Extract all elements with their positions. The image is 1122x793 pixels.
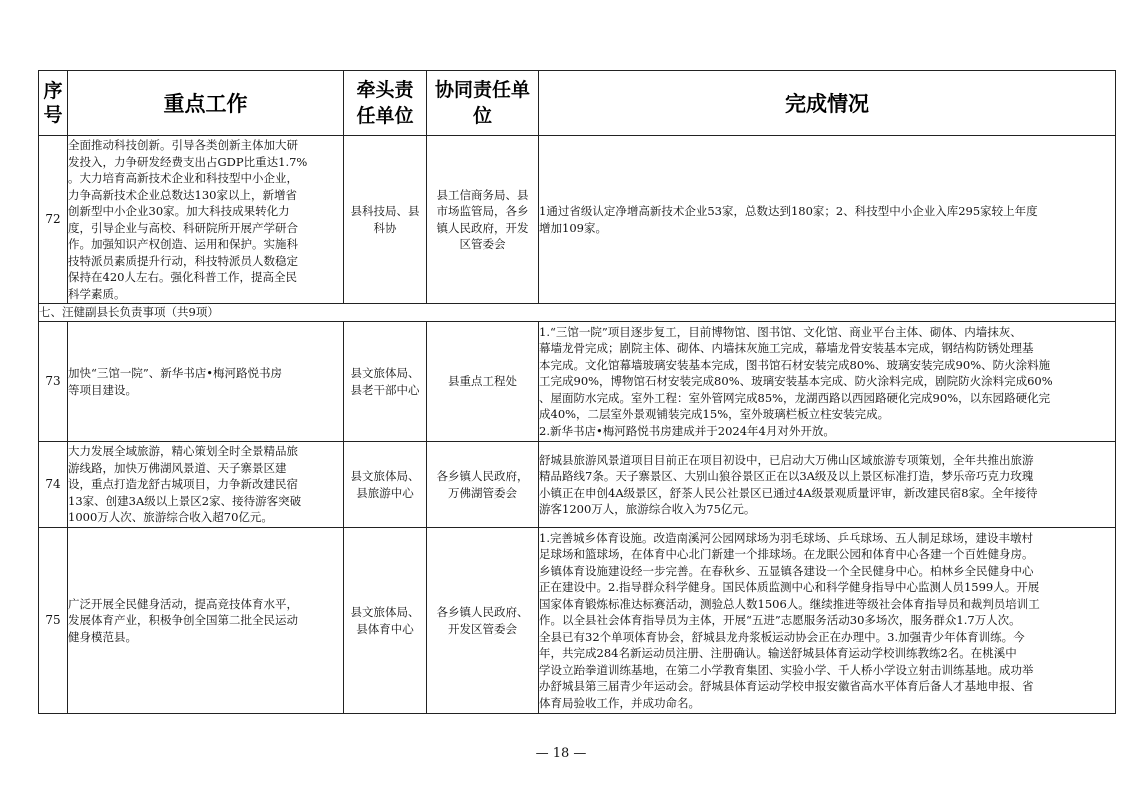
text-line: 舒城县旅游风景道项目目前正在项目初设中，已启动大万佛山区域旅游专项策划，全年共推出旅游: [539, 452, 1034, 467]
text-line: 本完成。文化馆幕墙玻璃安装基本完成，图书馆石材安装完成80%、玻璃安装完成90%、防火涂料施: [539, 357, 1051, 372]
row-number: 72: [39, 136, 68, 304]
text-line: 1通过省级认定净增高新技术企业53家，总数达到180家；2、科技型中小企业入库295家较上年度: [539, 204, 1038, 218]
text-line: 。大力培育高新技术企业和科技型中小企业，: [68, 171, 298, 185]
text-line: 1.完善城乡体育设施。改造南溪河公园网球场为羽毛球场、乒乓球场、五人制足球场，建设丰墩村: [539, 530, 1033, 545]
text-line: 县工信商务局、县: [436, 187, 529, 202]
text-line: 县文旅体局、: [350, 366, 420, 380]
text-line: 1000万人次、旅游综合收入超70亿元。: [68, 510, 273, 525]
header-key-work: 重点工作: [68, 71, 344, 136]
section-row: [39, 304, 1116, 322]
text-line: 13家、创建3A级以上景区2家、接待游客突破: [68, 493, 302, 508]
text-line: 县科技局、县: [350, 204, 420, 218]
text-line: 等项目建设。: [68, 382, 137, 397]
header-seq: 序 号: [39, 71, 68, 136]
text-line: 作。以全县社会体育指导员为主体，开展“五进”志愿服务活动30多场次，服务群众1.7万人次。: [539, 613, 1021, 628]
text-line: 作。加强知识产权创造、运用和保护。实施科: [68, 237, 298, 251]
text-line: 幕墙龙骨完成；剧院主体、砌体、内墙抹灰施工完成，幕墙龙骨安装基本完成，钢结构防锈处理基: [539, 341, 1034, 356]
text-line: 增加109家。: [539, 220, 607, 235]
text-line: 技特派员素质提升行动，科技特派员人数稳定: [68, 253, 298, 268]
lead-unit-cell: [344, 528, 427, 714]
text-line: 发投入，力争研发经费支出占GDP比重达1.7%: [68, 154, 308, 169]
coop-unit-cell: [427, 322, 539, 442]
key-work-cell: [68, 442, 344, 528]
text-line: 学设立跆拳道训练基地，在第二小学教育集团、实验小学、千人桥小学设立射击训练基地。成功举: [539, 662, 1034, 677]
table-row: [39, 322, 1116, 442]
text-line: 全面推动科技创新。引导各类创新主体加大研: [68, 138, 298, 152]
header-row: [39, 71, 1116, 136]
text-line: 体育局验收工作，并成功命名。: [539, 695, 700, 710]
text-line: 全县已有32个单项体育协会，舒城县龙舟浆板运动协会正在办理中。3.加强青少年体育训练。今: [539, 629, 1025, 644]
completion-cell: [539, 322, 1116, 442]
text-line: 2.新华书店•梅河路悦书房建成并于2024年4月对外开放。: [539, 423, 835, 438]
text-line: 年，共完成284名新运动员注册、注册确认。输送舒城县体育运动学校训练教练2名。在桃溪中: [539, 646, 1017, 661]
text-line: 小镇正在申创4A级景区，舒茶人民公社景区已通过4A级景观质量评审，新改建民宿8家。全年接待: [539, 485, 1038, 500]
coop-unit-cell: [427, 136, 539, 304]
text-line: 科学素质。: [68, 286, 126, 301]
text-line: 、屋面防水完成。室外工程：室外管网完成85%，龙湖西路以西园路硬化完成90%，以东园路硬化完: [539, 390, 1051, 405]
row-number: 73: [39, 322, 68, 442]
text-line: 保持在420人左右。强化科普工作，提高全民: [68, 270, 297, 284]
text-line: 广泛开展全民健身活动，提高竞技体育水平，: [68, 596, 298, 611]
text-line: 县体育中心: [356, 621, 414, 636]
text-line: 县重点工程处: [448, 374, 517, 389]
table-row: [39, 136, 1116, 304]
text-line: 办舒城县第三届青少年运动会。舒城县体育运动学校申报安徽省高水平体育后备人才基地申报、省: [539, 679, 1034, 694]
table-row: [39, 528, 1116, 714]
row-number: 75: [39, 528, 68, 714]
lead-unit-cell: [344, 136, 427, 304]
text-line: 开发区管委会: [448, 621, 517, 636]
header-lead-unit: 牵头责 任单位: [344, 71, 427, 136]
coop-unit-cell: [427, 528, 539, 714]
key-work-cell: [68, 136, 344, 304]
coop-unit-cell: [427, 442, 539, 528]
section-heading: 七、汪健副县长负责事项（共9项）: [39, 304, 1116, 322]
text-line: 县文旅体局、: [350, 469, 420, 483]
text-line: 县旅游中心: [356, 485, 414, 500]
text-line: 区管委会: [459, 237, 506, 251]
lead-unit-cell: [344, 322, 427, 442]
text-line: 市场监管局，各乡: [436, 204, 529, 218]
text-line: 设，重点打造龙舒古城项目，力争新改建民宿: [68, 477, 298, 492]
work-table: [38, 70, 1116, 714]
text-line: 精品路线7条。天子寨景区、大别山狼谷景区正在以3A级及以上景区标准打造，梦乐帝巧克力玫瑰: [539, 469, 1034, 483]
text-line: 万佛湖管委会: [448, 485, 517, 500]
text-line: 健身模范县。: [68, 629, 137, 644]
text-line: 科协: [373, 220, 397, 235]
header-coop-unit: 协同责任单 位: [427, 71, 539, 136]
key-work-cell: [68, 528, 344, 714]
text-line: 各乡镇人民政府、: [436, 605, 529, 619]
key-work-cell: [68, 322, 344, 442]
text-line: 正在建设中。2.指导群众科学健身。国民体质监测中心和科学健身指导中心监测人员1599人。开展: [539, 580, 1040, 595]
text-line: 力争高新技术企业总数达130家以上，新增省: [68, 187, 297, 202]
row-number: 74: [39, 442, 68, 528]
text-line: 发展体育产业，积极争创全国第二批全民运动: [68, 613, 298, 628]
text-line: 镇人民政府，开发: [436, 220, 529, 235]
text-line: 县文旅体局、: [350, 605, 420, 619]
completion-cell: [539, 442, 1116, 528]
text-line: 成40%，二层室外景观铺装完成15%，室外玻璃栏板立柱安装完成。: [539, 407, 890, 422]
text-line: 县老干部中心: [350, 382, 420, 397]
text-line: 游客1200万人，旅游综合收入为75亿元。: [539, 502, 756, 516]
text-line: 度，引导企业与高校、科研院所开展产学研合: [68, 220, 298, 235]
text-line: 1.“三馆一院”项目逐步复工，目前博物馆、图书馆、文化馆、商业平台主体、砌体、内墙抹灰、: [539, 324, 1022, 339]
page-number: — 18 —: [535, 746, 587, 761]
text-line: 各乡镇人民政府，: [436, 469, 529, 483]
text-line: 创新型中小企业30家。加大科技成果转化力: [68, 204, 290, 218]
text-line: 加快“三馆一院”、新华书店•梅河路悦书房: [68, 366, 283, 380]
text-line: 大力发展全域旅游，精心策划全时全景精品旅: [68, 444, 298, 459]
text-line: 足球场和篮球场，在体育中心北门新建一个排球场。在龙眠公园和体育中心各建一个百姓健身房。: [539, 547, 1034, 562]
text-line: 工完成90%，博物馆石材安装完成80%、玻璃安装基本完成、防火涂料完成，剧院防火涂料完成60%: [539, 374, 1053, 389]
text-line: 国家体育锻炼标准达标赛活动，测验总人数1506人。继续推进等级社会体育指导员和裁判员培训工: [539, 596, 1040, 611]
lead-unit-cell: [344, 442, 427, 528]
text-line: 游线路，加快万佛湖风景道、天子寨景区建: [68, 460, 287, 475]
header-completion: 完成情况: [539, 71, 1116, 136]
table-row: [39, 442, 1116, 528]
completion-cell: [539, 528, 1116, 714]
text-line: 乡镇体育设施建设经一步完善。在春秋乡、五显镇各建设一个全民健身中心。柏林乡全民健身中心: [539, 563, 1034, 578]
completion-cell: [539, 136, 1116, 304]
